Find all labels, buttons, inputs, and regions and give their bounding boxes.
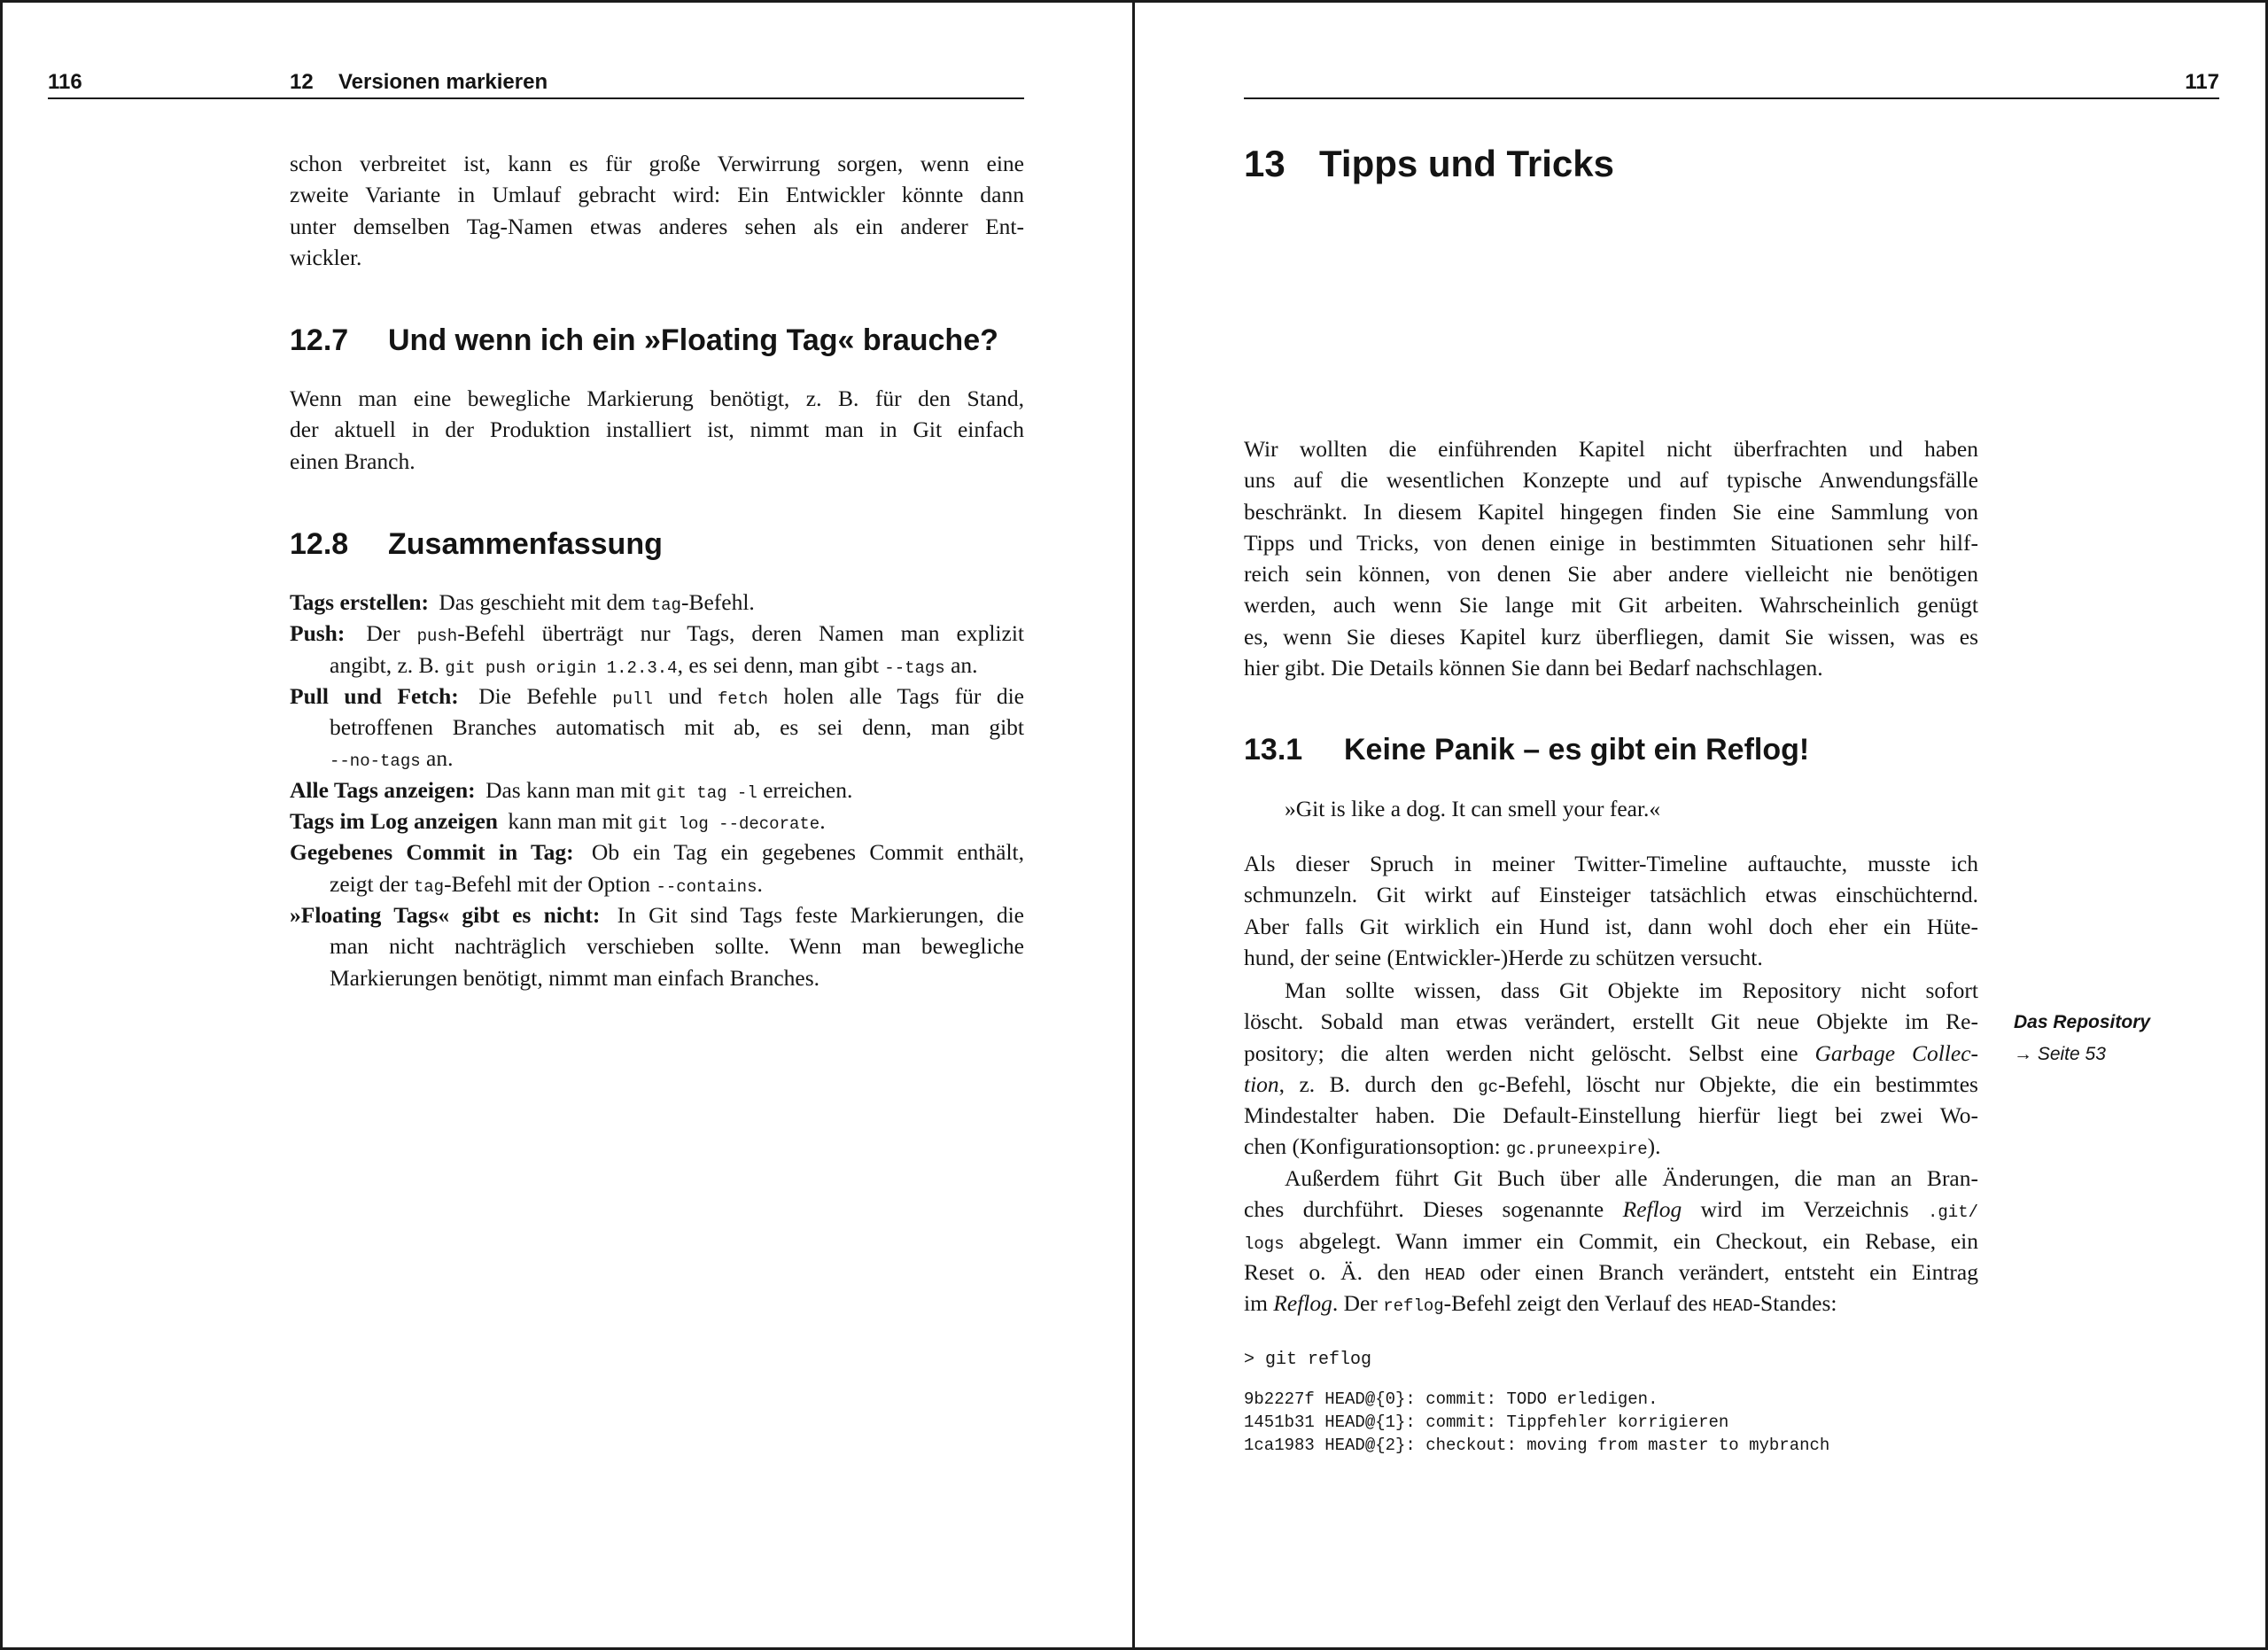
text-line <box>290 414 1024 445</box>
italic-text: Reflog <box>1273 1290 1332 1317</box>
section-heading <box>290 323 1024 358</box>
text-run: Außerdem führt Git Buch über alle Änderungen, die man an Bran- <box>1285 1165 1978 1191</box>
text-line <box>1244 1163 1978 1194</box>
inline-code: .git/ <box>1927 1202 1978 1223</box>
inline-code: git tag -l <box>656 782 757 803</box>
summary-item <box>290 899 1024 993</box>
text-line <box>1244 1100 1978 1131</box>
text-run: pository; die alten werden nicht gelöscht. Selbst eine <box>1244 1039 1815 1066</box>
text-run: . Der <box>1332 1290 1384 1317</box>
inline-code: pull <box>612 689 653 709</box>
inline-code: git push origin 1.2.3.4 <box>445 658 678 678</box>
section-number: 13.1 <box>1244 733 1303 767</box>
text-run: Wir wollten die einführenden Kapitel nicht überfrachten und haben <box>1244 436 1978 462</box>
text-run: Aber falls Git wirklich ein Hund ist, dann wohl doch eher ein Hüte- <box>1244 913 1978 939</box>
text-run: kann man mit <box>501 808 638 835</box>
chapter-title: Tipps und Tricks <box>1319 143 1614 184</box>
text-run: schon verbreitet ist, kann es für große Verwirrung sorgen, wenn eine <box>290 151 1024 176</box>
inline-code: push <box>416 627 458 647</box>
running-head-chapter-title: Versionen markieren <box>338 70 548 94</box>
text-line <box>290 837 1024 868</box>
text-line <box>290 774 1024 806</box>
text-line <box>290 148 1024 179</box>
paragraph <box>290 148 1024 273</box>
text-line <box>1244 496 1978 527</box>
text-run: einen Branch. <box>290 448 416 474</box>
bold-term: Tags erstellen: <box>290 589 429 615</box>
text-run: . <box>819 808 826 835</box>
text-run: Die Befehle <box>462 682 613 709</box>
code-output-line: 1451b31 HEAD@{1}: commit: Tippfehler korrigieren <box>1244 1413 1729 1432</box>
text-run: Das geschieht mit dem <box>433 589 651 615</box>
text-line <box>1244 527 1978 558</box>
text-run: beschränkt. In diesem Kapitel hingegen finden Sie eine Sammlung von <box>1244 498 1978 525</box>
text-line <box>290 712 1024 743</box>
text-run: -Befehl zeigt den Verlauf des <box>1443 1290 1713 1317</box>
paragraph <box>1244 975 1978 1163</box>
text-run: Wenn man eine bewegliche Markierung benötigt, z. B. für den Stand, <box>290 385 1024 411</box>
text-line <box>290 681 1024 712</box>
inline-code: --contains <box>656 876 757 897</box>
section-title: Keine Panik – es gibt ein Reflog! <box>1344 733 1810 767</box>
text-line <box>290 743 1024 774</box>
inline-code: gc.pruneexpire <box>1506 1140 1648 1160</box>
margin-note-title: Das Repository <box>2014 1012 2151 1032</box>
code-output-line: 9b2227f HEAD@{0}: commit: TODO erledigen. <box>1244 1389 1658 1409</box>
text-line <box>1244 589 1978 620</box>
text-line <box>1244 848 1978 879</box>
inline-code: HEAD <box>1425 1265 1465 1285</box>
text-run: Das kann man mit <box>479 776 656 803</box>
bold-term: Gegebenes Commit in Tag: <box>290 839 574 866</box>
text-run: -Befehl mit der Option <box>444 870 656 897</box>
text-line <box>290 242 1024 273</box>
paragraph <box>1244 848 1978 973</box>
right-page <box>1135 0 2268 1650</box>
text-run: Ob ein Tag ein gegebenes Commit enthält, <box>578 839 1024 866</box>
text-line <box>1244 1226 1978 1257</box>
text-run: , es sei denn, man gibt <box>677 651 885 678</box>
code-output-line: 1ca1983 HEAD@{2}: checkout: moving from master to mybranch <box>1244 1436 1830 1455</box>
left-page <box>0 0 1132 1650</box>
text-run: schmunzeln. Git wirkt auf Einsteiger tatsächlich etwas einschüchternd. <box>1244 882 1978 908</box>
bold-term: Pull und Fetch: <box>290 682 459 709</box>
paragraph <box>1244 1163 1978 1319</box>
text-run: Der <box>349 620 417 647</box>
text-line <box>1244 1038 1978 1069</box>
text-line <box>290 899 1024 930</box>
epigraph-quote: »Git is like a dog. It can smell your fear.« <box>1285 796 1661 821</box>
inline-code: tag <box>650 595 681 615</box>
text-run: löscht. Sobald man etwas verändert, erstellt Git neue Objekte im Re- <box>1244 1008 1978 1035</box>
inline-code: reflog <box>1383 1296 1444 1317</box>
bold-term: Alle Tags anzeigen: <box>290 776 476 803</box>
summary-list <box>290 587 1024 993</box>
text-line <box>1244 1257 1978 1288</box>
header-rule <box>1244 97 2219 99</box>
text-line <box>290 587 1024 618</box>
text-line <box>1244 1006 1978 1037</box>
text-run: Reset o. Ä. den <box>1244 1258 1425 1285</box>
text-run: . <box>757 870 763 897</box>
margin-note <box>2014 1007 2150 1070</box>
text-run: werden, auch wenn Sie lange mit Git arbeiten. Wahrscheinlich genügt <box>1244 592 1978 619</box>
text-run: Mindestalter haben. Die Default-Einstellung hierfür liegt bei zwei Wo- <box>1244 1102 1978 1129</box>
bold-term: Tags im Log anzeigen <box>290 808 498 835</box>
text-run: Markierungen benötigt, nimmt man einfach Branches. <box>330 964 820 991</box>
summary-item <box>290 587 1024 618</box>
bold-term: »Floating Tags« gibt es nicht: <box>290 901 601 928</box>
text-run: , z. B. durch den <box>1278 1070 1479 1097</box>
text-run: reich sein können, von denen Sie aber andere vielleicht nie benötigen <box>1244 561 1978 588</box>
text-run: chen (Konfigurationsoption: <box>1244 1133 1507 1160</box>
inline-code: gc <box>1478 1077 1499 1097</box>
text-run: man nicht nachträglich verschieben sollte. Wenn man bewegliche <box>330 933 1024 960</box>
inline-code: tag <box>413 876 445 897</box>
summary-item <box>290 837 1024 899</box>
text-line <box>290 806 1024 837</box>
text-line <box>1244 942 1978 973</box>
code-output <box>1244 1388 1829 1457</box>
text-run: betroffenen Branches automatisch mit ab, es sei denn, man gibt <box>330 714 1024 741</box>
text-run: -Befehl, löscht nur Objekte, die ein bestimmtes <box>1498 1070 1978 1097</box>
summary-item <box>290 806 1024 837</box>
text-line <box>290 211 1024 242</box>
summary-item <box>290 618 1024 681</box>
summary-item <box>290 681 1024 774</box>
text-line <box>1244 911 1978 942</box>
section-number: 12.7 <box>290 323 349 357</box>
text-line <box>1244 464 1978 495</box>
chapter-number: 13 <box>1244 143 1285 184</box>
bold-term: Push: <box>290 620 346 647</box>
margin-note-page-reference: → Seite 53 <box>2014 1044 2106 1064</box>
text-run: im <box>1244 1290 1274 1317</box>
text-run: holen alle Tags für die <box>768 682 1025 709</box>
inline-code: fetch <box>718 689 769 709</box>
text-line <box>290 962 1024 993</box>
text-run: an. <box>420 745 454 772</box>
text-run: hier gibt. Die Details können Sie dann bei Bedarf nachschlagen. <box>1244 655 1823 681</box>
text-run: und <box>652 682 718 709</box>
text-line <box>290 930 1024 961</box>
text-line <box>290 383 1024 414</box>
inline-code: --no-tags <box>330 751 421 772</box>
text-line <box>290 650 1024 681</box>
text-line <box>1244 652 1978 683</box>
inline-code: --tags <box>884 658 945 678</box>
text-run: -Befehl. <box>680 589 755 615</box>
text-run: In Git sind Tags feste Markierungen, die <box>604 901 1024 928</box>
inline-code: git log --decorate <box>637 814 820 835</box>
section-title: Und wenn ich ein »Floating Tag« brauche? <box>388 323 998 357</box>
page-number: 116 <box>48 70 82 94</box>
summary-item <box>290 774 1024 806</box>
text-run: -Befehl überträgt nur Tags, deren Namen man explizit <box>457 620 1024 647</box>
text-run: der aktuell in der Produktion installiert ist, nimmt man in Git einfach <box>290 416 1024 443</box>
text-run: ). <box>1647 1133 1661 1160</box>
text-run: erreichen. <box>757 776 853 803</box>
paragraph <box>1244 433 1978 683</box>
text-run: an. <box>944 651 978 678</box>
text-run: hund, der seine (Entwickler-)Herde zu schützen versucht. <box>1244 944 1763 970</box>
text-line <box>290 618 1024 649</box>
running-head-chapter-number: 12 <box>290 70 314 94</box>
text-line <box>290 446 1024 477</box>
text-run: angibt, z. B. <box>330 651 446 678</box>
page-number: 117 <box>2185 70 2219 94</box>
text-run: unter demselben Tag-Namen etwas anderes sehen als ein anderer Ent- <box>290 213 1024 239</box>
italic-text: Reflog <box>1622 1196 1682 1223</box>
text-line <box>290 179 1024 210</box>
section-heading <box>290 526 1024 562</box>
text-run: Man sollte wissen, dass Git Objekte im Repository nicht sofort <box>1285 977 1978 1003</box>
inline-code: HEAD <box>1712 1296 1753 1317</box>
text-line <box>1244 1069 1978 1100</box>
text-line <box>1244 433 1978 464</box>
text-run: zweite Variante in Umlauf gebracht wird: Ein Entwickler könnte dann <box>290 182 1024 208</box>
code-command: > git reflog <box>1244 1350 1372 1370</box>
italic-text: Garbage Collec- <box>1814 1039 1979 1066</box>
text-line <box>290 868 1024 899</box>
text-run: Als dieser Spruch in meiner Twitter-Timeline auftauchte, musste ich <box>1244 851 1978 876</box>
text-line <box>1244 1288 1978 1319</box>
text-run: wickler. <box>290 244 362 270</box>
text-run: zeigt der <box>330 870 414 897</box>
text-run: -Standes: <box>1752 1290 1837 1317</box>
text-run: wird im Verzeichnis <box>1682 1196 1928 1223</box>
inline-code: logs <box>1244 1234 1285 1254</box>
text-run: uns auf die wesentlichen Konzepte und auf typische Anwendungsfälle <box>1244 467 1978 494</box>
text-line <box>1244 975 1978 1006</box>
text-line <box>1244 879 1978 910</box>
section-title: Zusammenfassung <box>388 527 663 561</box>
text-line <box>1244 1131 1978 1162</box>
text-line <box>1244 1194 1978 1225</box>
text-run: oder einen Branch verändert, entsteht ein Eintrag <box>1464 1258 1978 1285</box>
italic-text: tion <box>1244 1070 1279 1097</box>
text-run: abgelegt. Wann immer ein Commit, ein Checkout, ein Rebase, ein <box>1284 1227 1978 1254</box>
section-heading <box>1244 732 1978 767</box>
paragraph <box>290 383 1024 477</box>
text-run: Tipps und Tricks, von denen einige in bestimmten Situationen sehr hilf- <box>1244 529 1978 556</box>
text-run: ches durchführt. Dieses sogenannte <box>1244 1196 1623 1223</box>
text-line <box>1244 558 1978 589</box>
chapter-heading <box>1244 142 1978 186</box>
section-number: 12.8 <box>290 527 349 561</box>
text-line <box>1244 621 1978 652</box>
header-rule <box>48 97 1024 99</box>
text-run: es, wenn Sie dieses Kapitel kurz überfliegen, damit Sie wissen, was es <box>1244 623 1978 650</box>
